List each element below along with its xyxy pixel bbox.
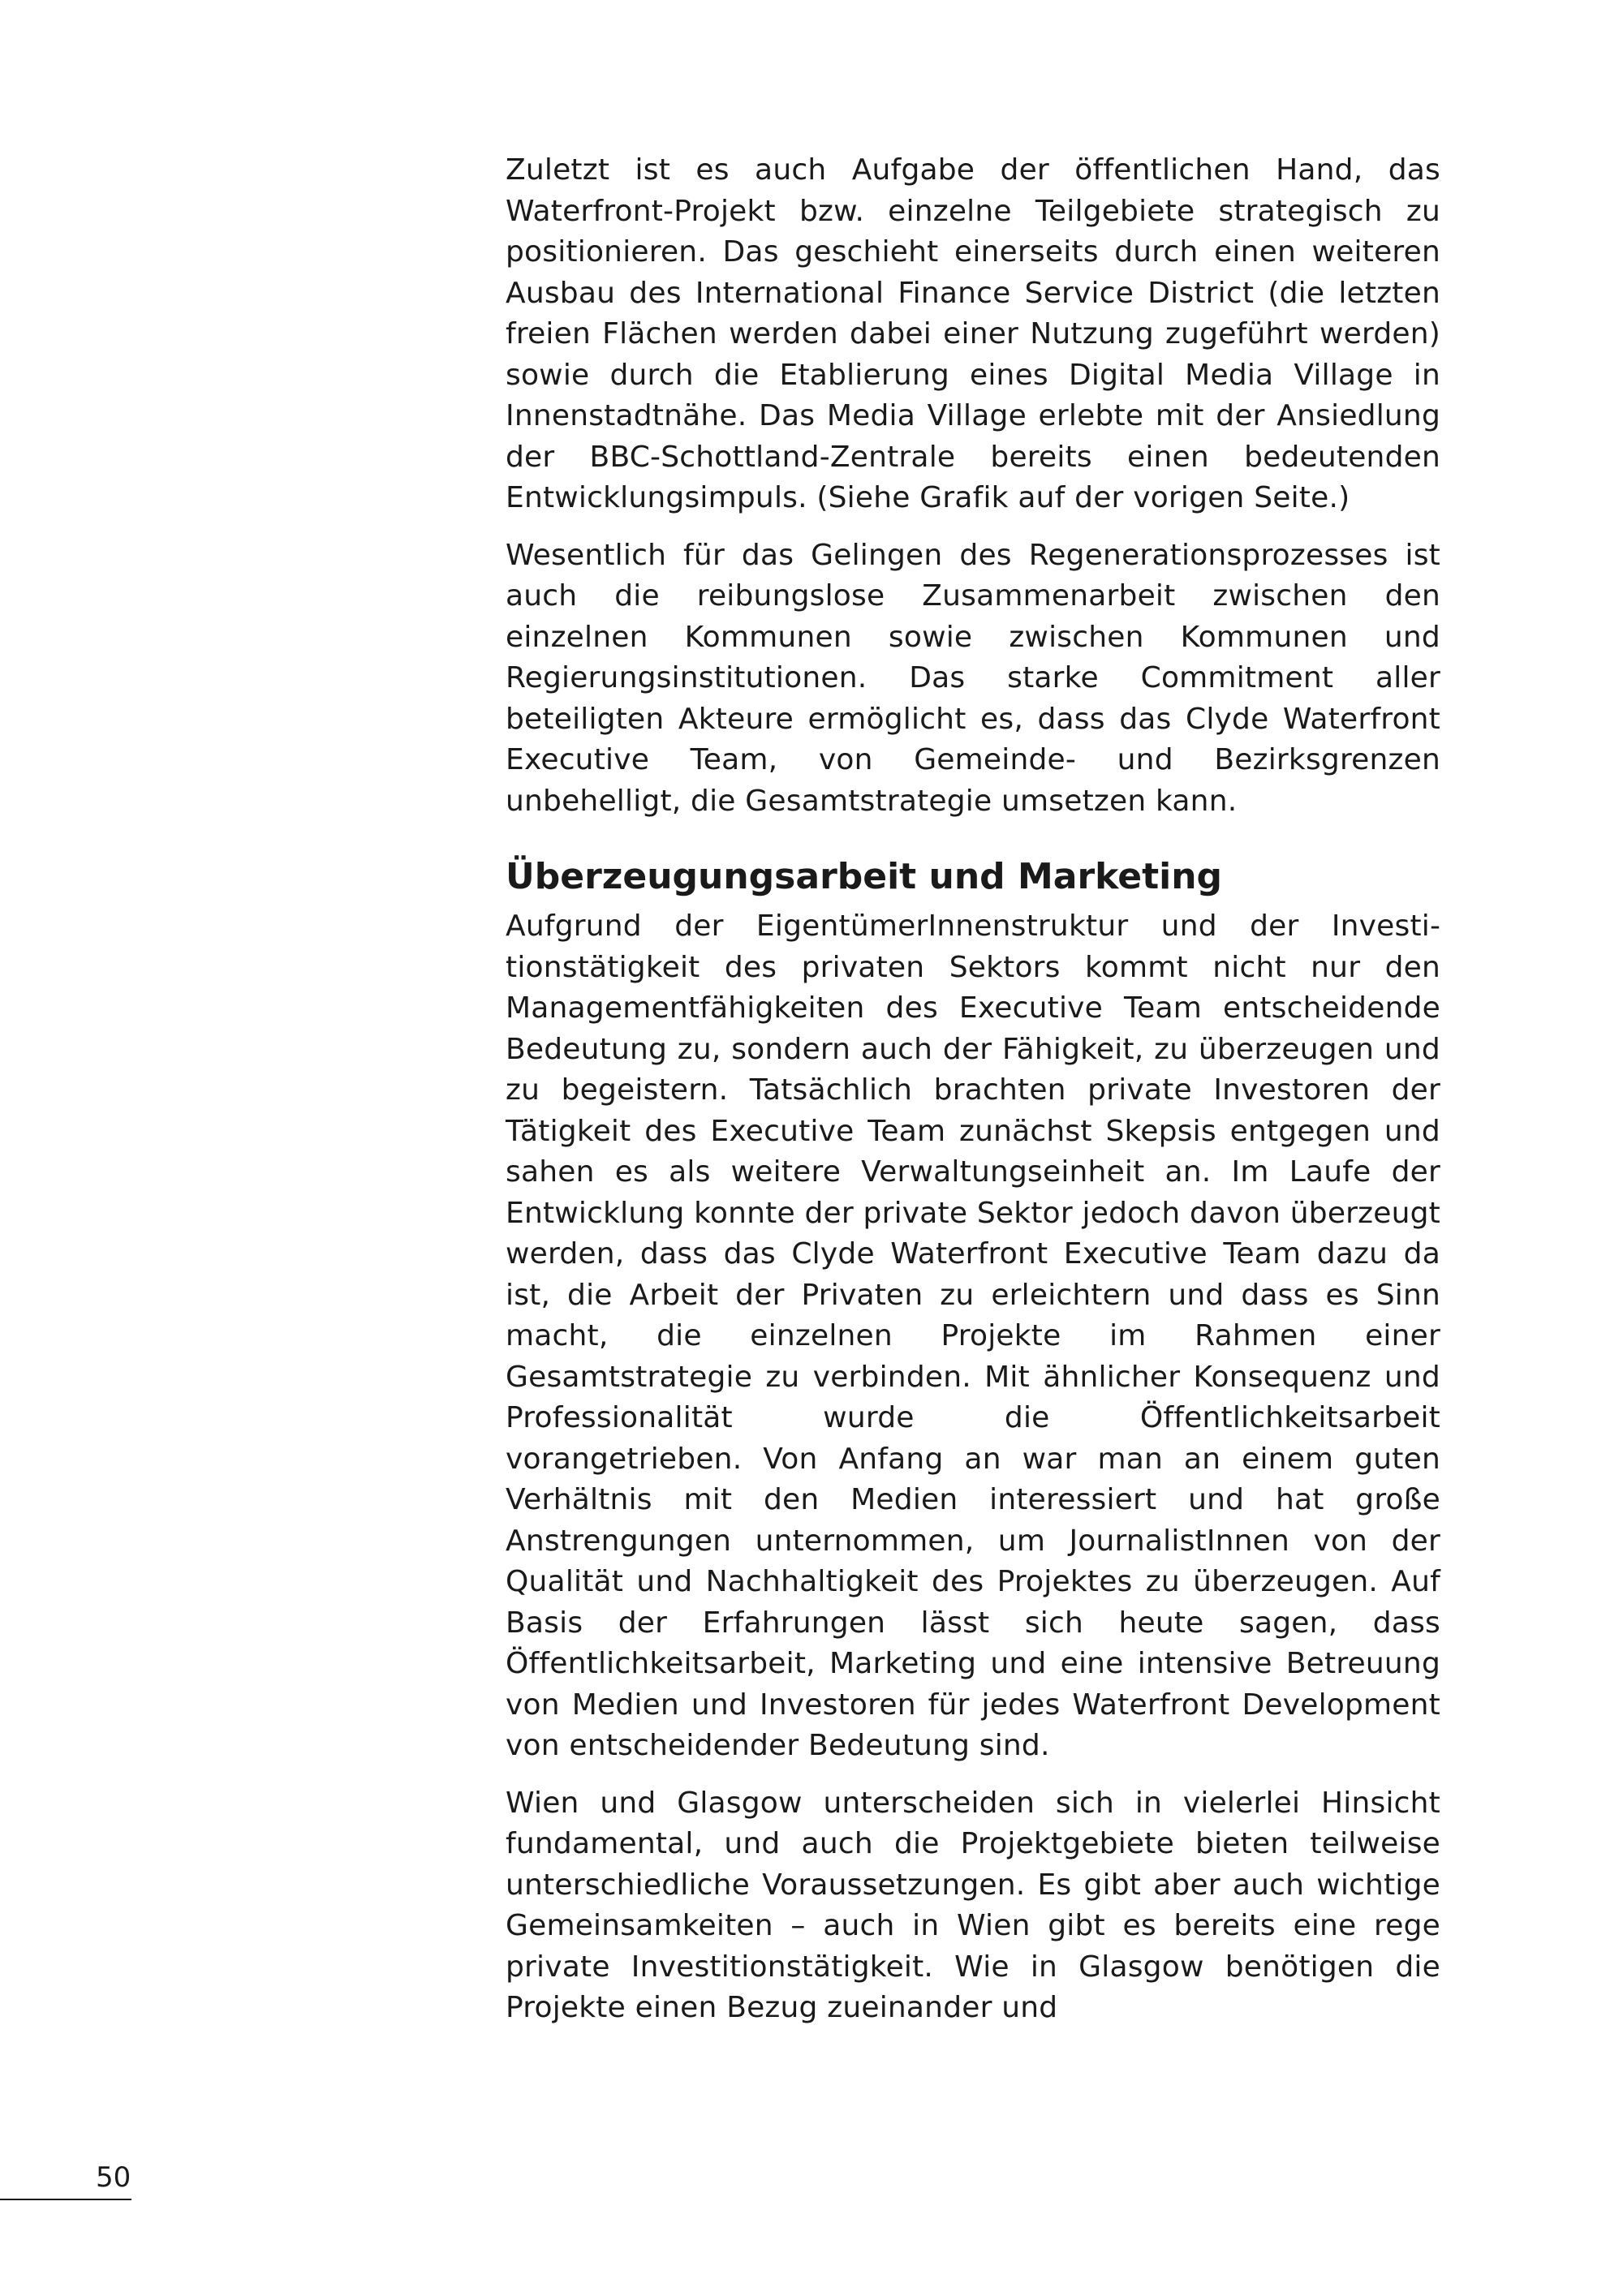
footer-rule — [0, 2199, 131, 2200]
section-heading: Überzeugungsarbeit und Marketing — [506, 856, 1223, 897]
body-paragraph-2: Wesentlich für das Gelingen des Regenerationsprozesses ist auch die reibungslose Zusammenarbeit zwischen den einzelnen Kommunen sowie zwischen Kommunen und Regierungsinstitutionen. Das starke Commitment aller beteiligten Akteure ermöglicht es, dass das Clyde Waterfront Executive Team, von Gemeinde- und Bezirksgrenzen unbehelligt, die Gesamtstrategie umsetzen kann. — [506, 538, 1440, 818]
main-text-column — [506, 150, 1440, 2029]
section-paragraph-2: Wien und Glasgow unterscheiden sich in vielerlei Hinsicht fundamental, und auch die Projektgebiete bieten teilweise unterschiedliche Voraussetzungen. Es gibt aber auch wichtige Gemeinsamkeiten – auch in Wien gibt es bereits eine rege private Investitionstätigkeit. Wie in Glasgow benötigen die Projekte einen Bezug zueinander und — [506, 1786, 1440, 2024]
section-paragraph-1: Aufgrund der EigentümerInnenstruktur und der Investitionstätigkeit des privaten Sektors kommt nicht nur den Managementfähigkeiten des Executive Team entscheidende Bedeutung zu, sondern auch der Fähigkeit, zu überzeugen und zu begeistern. Tatsächlich brachten private Investoren der Tätigkeit des Executive Team zunächst Skepsis entgegen und sahen es als weitere Verwaltungseinheit an. Im Laufe der Entwicklung konnte der private Sektor jedoch davon überzeugt werden, dass das Clyde Waterfront Executive Team dazu da ist, die Arbeit der Privaten zu erleichtern und dass es Sinn macht, die einzelnen Projekte im Rahmen einer Gesamtstrategie zu verbinden. Mit ähnlicher Konsequenz und Professionalität wurde die Öffentlichkeitsarbeit vorangetrieben. Von Anfang an war man an einem guten Verhältnis mit den Medien interessiert und hat große Anstrengungen unternommen, um JournalistInnen von der Qualität und Nachhaltigkeit des Projektes zu überzeugen. Auf Basis der Erfahrungen lässt sich heute sagen, dass Öffentlichkeitsarbeit, Marketing und eine intensive Betreuung von Medien und Investoren für jedes Waterfront Development von entscheidender Bedeutung sind. — [506, 909, 1440, 1762]
page-number: 50 — [96, 2161, 131, 2194]
body-paragraph-1: Zuletzt ist es auch Aufgabe der öffentlichen Hand, das Waterfront-Projekt bzw. einzelne Teilgebiete strategisch zu positionieren. Das geschieht einerseits durch einen weiteren Ausbau des International Finance Service District (die letzten freien Flächen werden dabei einer Nutzung zugeführt werden) sowie durch die Etablierung eines Digital Media Village in Innenstadtnähe. Das Media Village erlebte mit der Ansiedlung der BBC-Schottland-Zentrale bereits einen bedeutenden Entwicklungsimpuls. (Siehe Grafik auf der vorigen Seite.) — [506, 153, 1440, 514]
